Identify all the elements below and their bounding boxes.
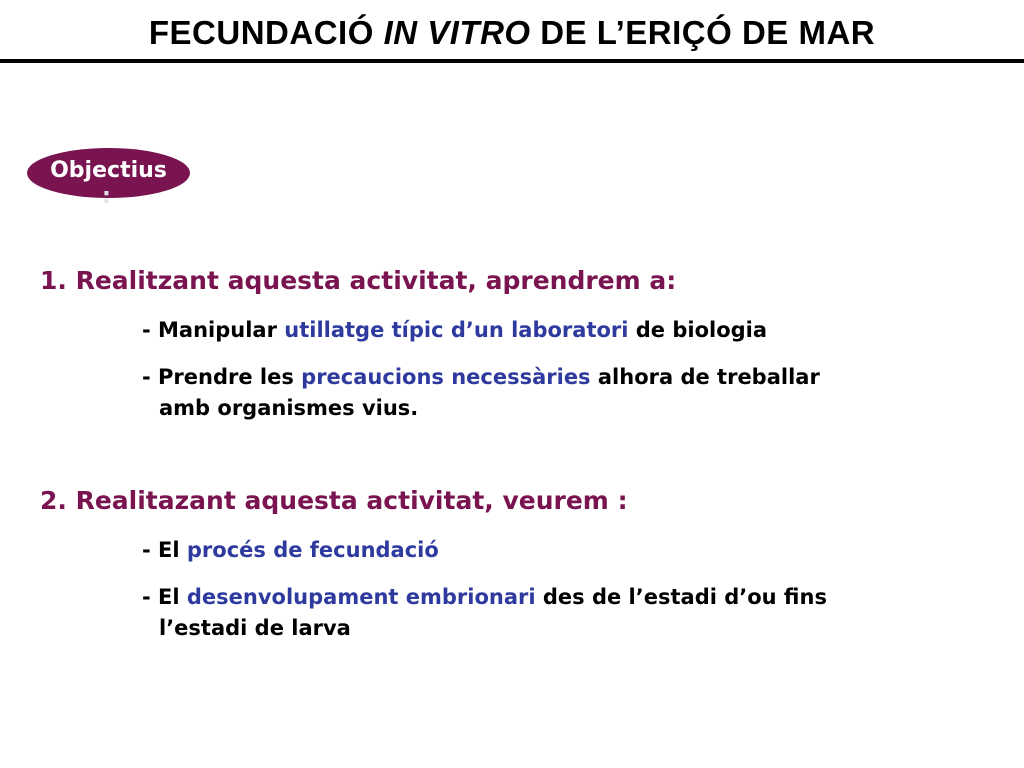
title-underline (0, 59, 1024, 63)
bullet-continuation: l’estadi de larva (159, 616, 351, 640)
section-2-bullet-1 (142, 535, 439, 566)
section-2-heading: 2. Realitazant aquesta activitat, veurem : (40, 486, 628, 515)
title-part-1: FECUNDACIÓ (148, 14, 384, 51)
bullet-prefix: - El (142, 538, 187, 562)
section-1-heading: 1. Realitzant aquesta activitat, aprendrem a: (40, 266, 677, 295)
bullet-highlight: procés de fecundació (186, 538, 439, 562)
section-1-bullet-1 (142, 315, 767, 346)
section-2-bullet-2 (142, 582, 827, 644)
bullet-continuation: amb organismes vius. (159, 396, 419, 420)
title-part-2-italic: IN VITRO (383, 14, 531, 51)
objectives-badge-colon: : (102, 184, 111, 209)
title-part-3: DE L’ERIÇÓ DE MAR (530, 14, 876, 51)
bullet-prefix: - Prendre les (142, 365, 302, 389)
bullet-suffix: des de l’estadi d’ou fins (535, 585, 827, 609)
bullet-prefix: - El (142, 585, 187, 609)
bullet-suffix: alhora de treballar (590, 365, 820, 389)
bullet-highlight: precaucions necessàries (301, 365, 591, 389)
page-title (0, 14, 1024, 52)
bullet-prefix: - Manipular (142, 318, 285, 342)
bullet-highlight: utillatge típic d’un laboratori (284, 318, 629, 342)
section-1-bullet-2 (142, 362, 820, 424)
bullet-suffix: de biologia (628, 318, 768, 342)
bullet-highlight: desenvolupament embrionari (186, 585, 536, 609)
objectives-badge-label: Objectius (50, 158, 167, 183)
